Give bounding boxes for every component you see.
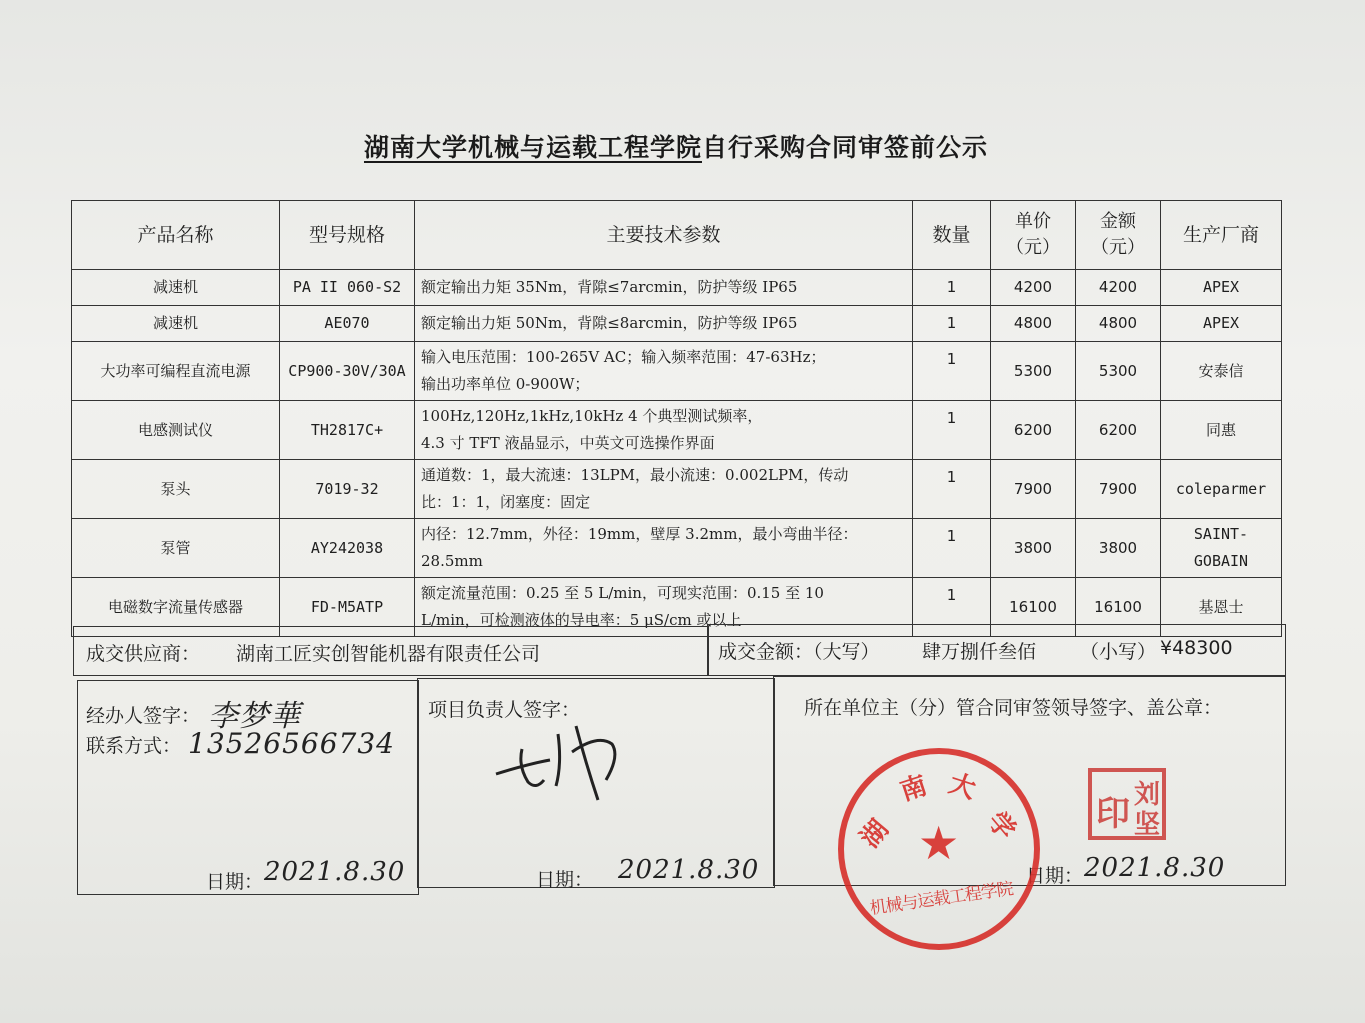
cell-qty: 1 [913,342,991,401]
cell-model: CP900-30V/30A [280,342,415,401]
table-row [72,342,1282,401]
spec-line: 输入电压范围：100-265V AC；输入频率范围：47-63Hz； [421,348,826,366]
deal-amount-upper: 肆万捌仟叁佰 [922,641,1037,663]
title-institution: 湖南大学机械与运载工程学院 [363,133,702,162]
cell-price: 3800 [991,519,1076,578]
handler-date: 2021.8.30 [264,857,406,887]
cell-maker: coleparmer [1161,460,1282,519]
cell-name: 减速机 [72,270,280,306]
cell-price: 4800 [991,306,1076,342]
cell-price: 4200 [991,270,1076,306]
supplier-name: 湖南工匠实创智能机器有限责任公司 [236,643,541,665]
header-maker: 生产厂商 [1161,201,1282,270]
seal-char: 印 [1096,794,1130,834]
seal-char: 湖 [855,814,895,854]
cell-price: 7900 [991,460,1076,519]
document-title [0,128,1352,164]
seal-bottom-text: 机械与运载工程学院 [868,879,1015,919]
header-amount: 金额（元） [1076,201,1161,270]
table-row [72,401,1282,460]
header-product-name: 产品名称 [72,201,280,270]
spec-line: 额定输出力矩 50Nm，背隙≤8arcmin，防护等级 IP65 [421,314,798,332]
header-spec: 主要技术参数 [415,201,913,270]
title-subject: 自行采购合同审签前公示 [702,133,989,162]
cell-maker: APEX [1161,270,1282,306]
spec-line: 输出功率单位 0-900W； [421,375,590,393]
cell-maker: 同惠 [1161,401,1282,460]
cell-qty: 1 [913,460,991,519]
seal-char: 坚 [1134,810,1161,840]
project-leader-label: 项目负责人签字： [428,699,581,721]
handler-signature: 李梦華 [208,699,301,734]
deal-amount-small: ¥48300 [1160,637,1233,659]
project-leader-box [417,678,775,891]
table-row [72,519,1282,578]
handler-date-label: 日期： [206,871,264,893]
spec-line: 内径：12.7mm，外径：19mm，壁厚 3.2mm，最小弯曲半径： [421,525,858,543]
spec-line: 额定输出力矩 35Nm，背隙≤7arcmin，防护等级 IP65 [421,278,798,296]
spec-line: 100Hz,120Hz,1kHz,10kHz 4 个典型测试频率， [421,407,763,425]
cell-amount: 6200 [1076,401,1161,460]
cell-maker: 安泰信 [1161,342,1282,401]
deal-amount-box [707,624,1286,676]
header-qty: 数量 [913,201,991,270]
table-row [72,270,1282,306]
deal-amount-small-label: （小写） [1080,641,1157,663]
project-leader-date: 2021.8.30 [618,855,760,885]
cell-qty: 1 [913,270,991,306]
cell-model: AE070 [280,306,415,342]
cell-spec [415,460,913,519]
unit-leader-date: 2021.8.30 [1084,853,1226,883]
seal-char: 大 [945,768,980,806]
cell-maker: APEX [1161,306,1282,342]
cell-name: 泵头 [72,460,280,519]
spec-line: 通道数：1，最大流速：13LPM，最小流速：0.002LPM，传动 [421,466,849,484]
cell-model: PA II 060-S2 [280,270,415,306]
cell-qty: 1 [913,578,991,637]
cell-name: 电感测试仪 [72,401,280,460]
cell-price: 5300 [991,342,1076,401]
cell-spec [415,306,913,342]
seal-char: 刘 [1134,780,1161,810]
seal-char: 南 [896,770,931,808]
cell-name: 泵管 [72,519,280,578]
cell-price: 6200 [991,401,1076,460]
cell-qty: 1 [913,519,991,578]
table-row [72,306,1282,342]
cell-model: TH2817C+ [280,401,415,460]
spec-line: 4.3 寸 TFT 液晶显示，中英文可选操作界面 [421,434,715,452]
seal-star-icon: ★ [918,816,960,870]
table-row [72,460,1282,519]
handler-label: 经办人签字： [86,705,201,727]
cell-price: 16100 [991,578,1076,637]
cell-name: 减速机 [72,306,280,342]
cell-maker: SAINT-GOBAIN [1161,519,1282,578]
cell-qty: 1 [913,401,991,460]
official-seal [838,748,1040,950]
header-unit-price: 单价（元） [991,201,1076,270]
cell-model: AY242038 [280,519,415,578]
spec-line: 28.5mm [421,552,483,570]
deal-amount-label: 成交金额：（大写） [718,641,880,663]
spec-line: 额定流量范围：0.25 至 5 L/min，可现实范围：0.15 至 10 [421,584,824,602]
cell-amount: 5300 [1076,342,1161,401]
supplier-box [73,626,709,676]
unit-leader-label: 所在单位主（分）管合同审签领导签字、盖公章： [804,697,1223,719]
unit-leader-date-label: 日期： [1026,865,1084,887]
cell-model: 7019-32 [280,460,415,519]
handler-signature-box [77,680,419,895]
project-leader-signature [488,704,638,814]
personal-seal [1088,768,1166,840]
cell-amount: 4800 [1076,306,1161,342]
cell-maker: 基恩士 [1161,578,1282,637]
cell-spec [415,270,913,306]
cell-name: 电磁数字流量传感器 [72,578,280,637]
cell-amount: 7900 [1076,460,1161,519]
cell-amount: 3800 [1076,519,1161,578]
header-model: 型号规格 [280,201,415,270]
supplier-label: 成交供应商： [86,643,201,665]
cell-spec [415,401,913,460]
cell-qty: 1 [913,306,991,342]
procurement-table [71,200,1282,637]
cell-amount: 4200 [1076,270,1161,306]
spec-line: 比：1：1，闭塞度：固定 [421,493,591,511]
cell-model: FD-M5ATP [280,578,415,637]
project-leader-date-label: 日期： [536,869,594,891]
cell-name: 大功率可编程直流电源 [72,342,280,401]
table-header-row [72,201,1282,270]
cell-spec [415,342,913,401]
cell-spec [415,519,913,578]
cell-amount: 16100 [1076,578,1161,637]
spec-line: L/min，可检测液体的导电率：5 μS/cm 或以上 [421,611,742,629]
seal-char: 学 [981,806,1021,846]
contact-label: 联系方式： [86,735,182,757]
contact-value: 13526566734 [188,727,395,760]
